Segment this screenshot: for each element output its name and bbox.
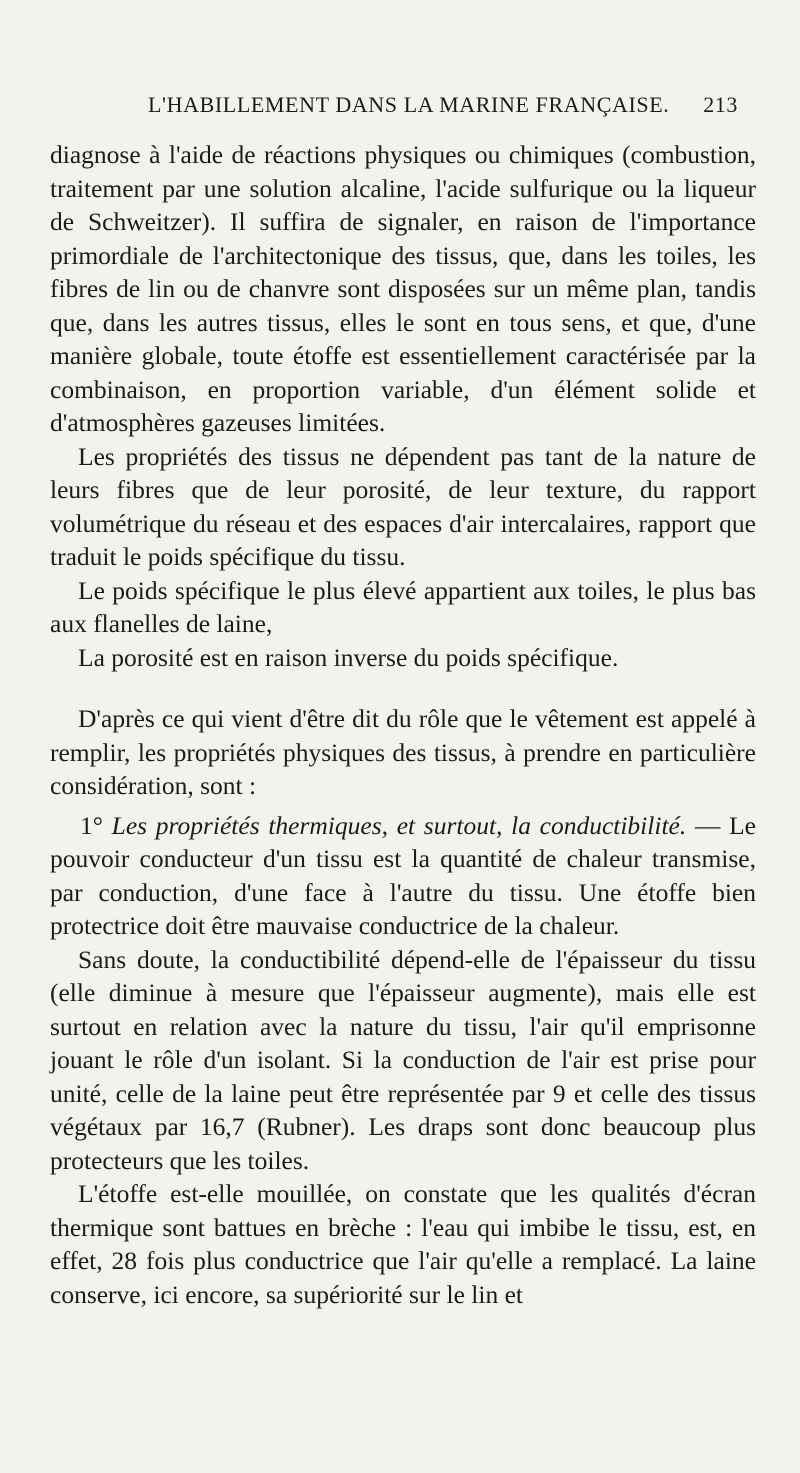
paragraph: Les propriétés des tissus ne dépendent pas tant de la nature de leurs fibres que de leur porosité, de leur texture, du rapport volumétrique du réseau et des espaces d'air intercalaires, rapport que traduit le poids spécifique du tissu. <box>50 441 756 571</box>
paragraph: Le poids spécifique le plus élevé appartient aux toiles, le plus bas aux flanelles de laine, <box>50 575 756 638</box>
paragraph: Sans doute, la conductibilité dépend-elle de l'épaisseur du tissu (elle diminue à mesure que l'épaisseur augmente), mais elle est surtout en relation avec la nature du tissu, l'air qu'il emprisonne jouant le rôle d'un isolant. Si la conduction de l'air est prise pour unité, celle de la laine peut être représentée par 9 et celle des tissus végétaux par 16,7 (Rubner). Les draps sont donc beaucoup plus protecteurs que les toiles. <box>50 944 756 1175</box>
paragraph: La porosité est en raison inverse du poids spécifique. <box>78 642 619 672</box>
page-body <box>50 138 756 1311</box>
page-number: 213 <box>703 92 738 117</box>
running-title: L'HABILLEMENT DANS LA MARINE FRANÇAISE. <box>148 92 670 117</box>
section-number: 1° <box>80 810 103 840</box>
paragraph: L'étoffe est-elle mouillée, on constate que les qualités d'écran thermique sont battues en brèche : l'eau qui imbibe le tissu, est, en effet, 28 fois plus conductrice que l'air qu'elle a remplacé. La laine conserve, ici encore, sa supériorité sur le lin et <box>50 1179 756 1309</box>
paragraph-spacer <box>50 674 756 702</box>
section-dash: — <box>694 810 721 840</box>
section-paragraph <box>50 809 756 943</box>
section-text: Le pouvoir conducteur d'un tissu est la quantité de chaleur transmise, par conduction, d'une face à l'autre du tissu. Une étoffe bien protectrice doit être mauvaise conductrice de la chaleur. <box>50 810 757 940</box>
section-heading: Les propriétés thermiques, et surtout, la conductibilité. <box>111 810 687 840</box>
paragraph: D'après ce qui vient d'être dit du rôle que le vêtement est appelé à remplir, les propriétés physiques des tissus, à prendre en particulière considération, sont : <box>50 704 756 800</box>
paragraph-continuation: diagnose à l'aide de réactions physiques ou chimiques (combustion, traitement par une solution alcaline, l'acide sulfurique ou la liqueur de Schweitzer). Il suffira de signaler, en raison de l'importance primordiale de l'architectonique des tissus, que, dans les toiles, les fibres de lin ou de chanvre sont disposées sur un même plan, tandis que, dans les autres tissus, elles le sont en tous sens, et que, d'une manière globale, toute étoffe est essentiellement caractérisée par la combinaison, en proportion variable, d'un élément solide et d'atmosphères gazeuses limitées. <box>50 140 756 437</box>
running-header <box>148 92 738 128</box>
